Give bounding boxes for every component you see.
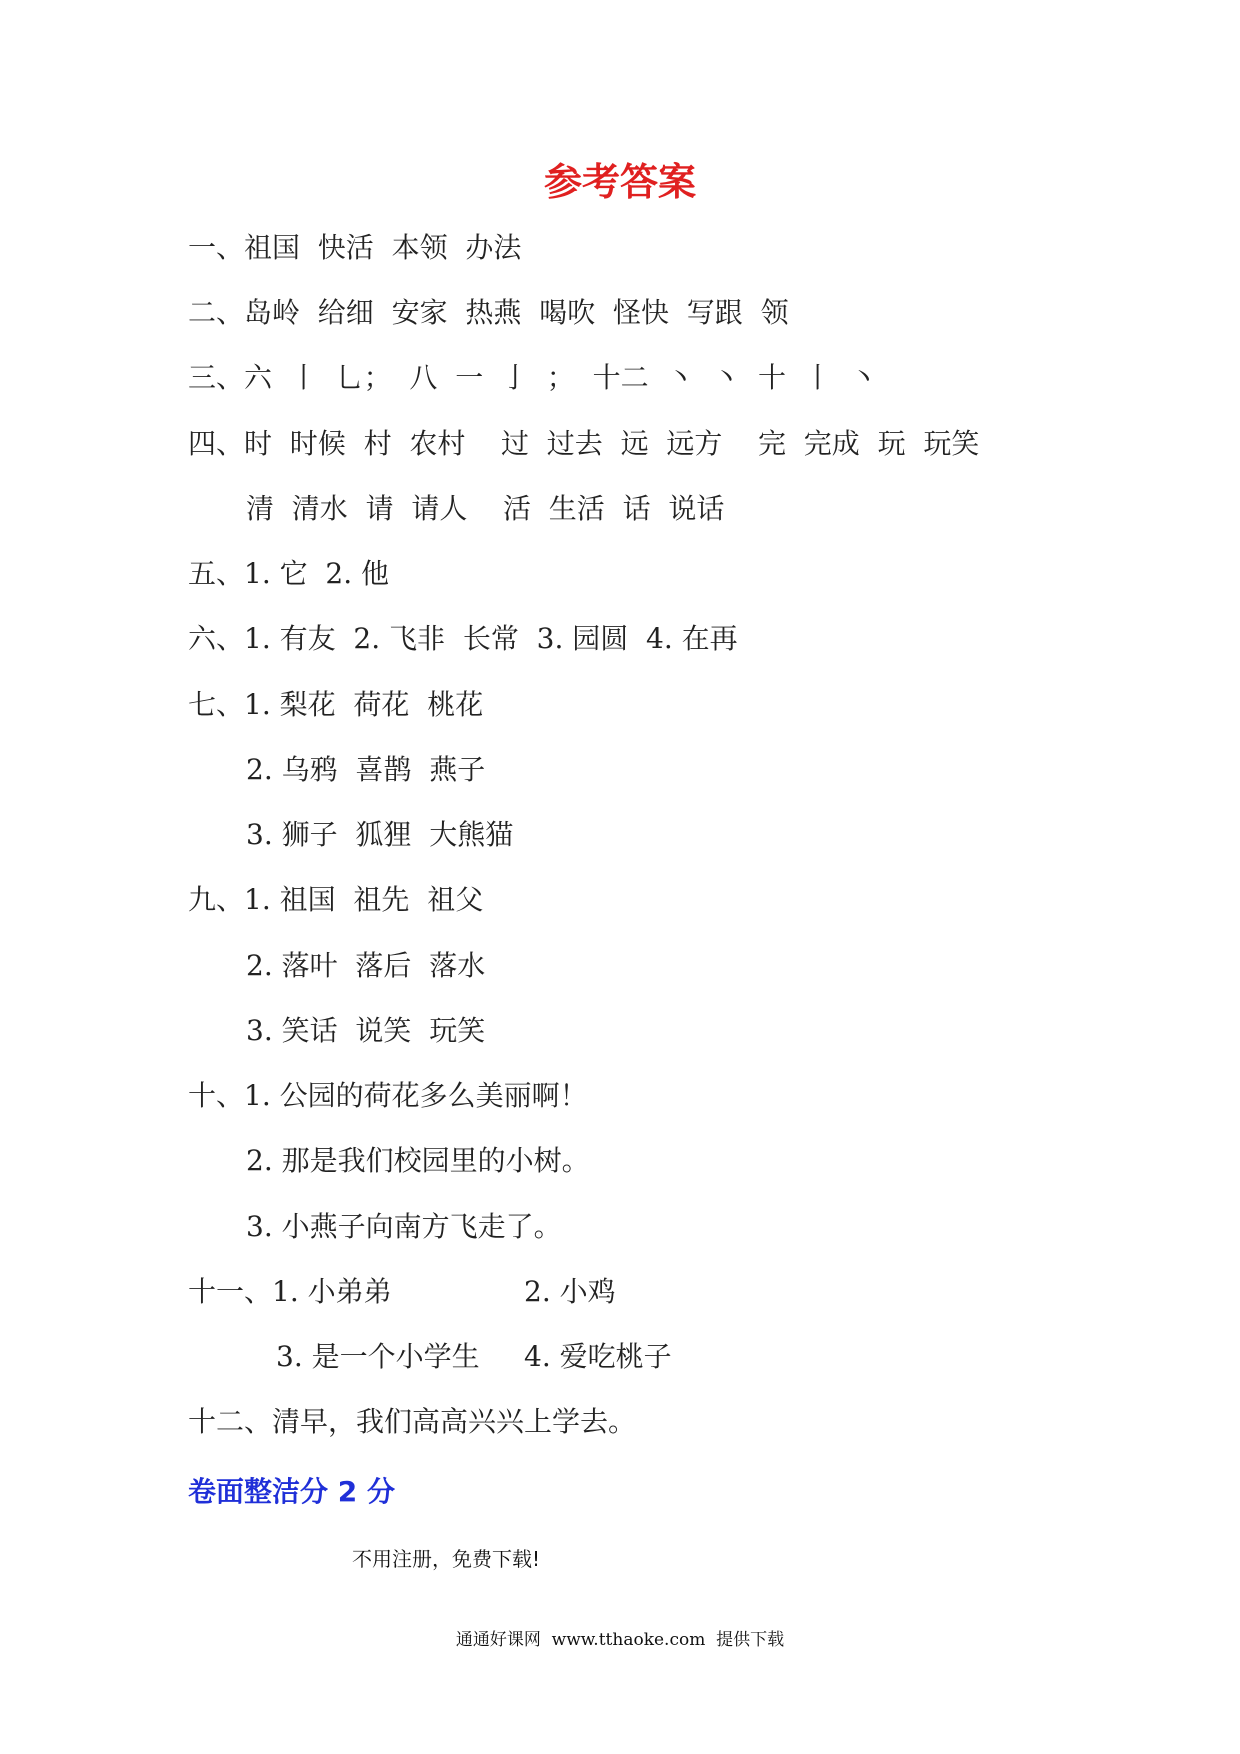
download-promo: 不用注册，免费下载!	[352, 1547, 541, 1571]
answer-section-9-line-3: 3. 笑话 说笑 玩笑	[246, 1014, 486, 1047]
footer-source: 通通好课网 www.tthaoke.com 提供下载	[455, 1630, 785, 1650]
answer-section-4-line-2: 清 清水 请 请人 活 生活 话 说话	[246, 492, 725, 525]
answer-section-10-line-3: 3. 小燕子向南方飞走了。	[246, 1210, 562, 1243]
answer-section-5: 五、1. 它 2. 他	[188, 557, 390, 590]
answer-section-11-item-2: 2. 小鸡	[524, 1275, 616, 1308]
answer-section-9: 九、1. 祖国 祖先 祖父	[188, 883, 484, 916]
answer-section-11-item-3: 3. 是一个小学生	[276, 1340, 480, 1373]
answer-section-3: 三、六 丨 乚； 八 一 亅 ； 十二 丶 丶 十 丨 丶	[188, 361, 878, 394]
answer-section-11-item-4: 4. 爱吃桃子	[524, 1340, 672, 1373]
answer-section-11: 十一、1. 小弟弟	[188, 1275, 392, 1308]
neatness-note: 卷面整洁分 2 分	[188, 1475, 395, 1508]
answer-section-4: 四、时 时候 村 农村 过 过去 远 远方 完 完成 玩 玩笑	[188, 427, 980, 460]
answer-section-2: 二、岛岭 给细 安家 热燕 喝吹 怪快 写跟 领	[188, 296, 789, 329]
answer-section-12: 十二、清早，我们高高兴兴上学去。	[188, 1405, 637, 1438]
answer-section-6: 六、1. 有友 2. 飞非 长常 3. 园圆 4. 在再	[188, 622, 738, 655]
answer-section-7: 七、1. 梨花 荷花 桃花	[188, 688, 484, 721]
answer-section-7-line-2: 2. 乌鸦 喜鹊 燕子	[246, 753, 486, 786]
answer-section-9-line-2: 2. 落叶 落后 落水	[246, 949, 486, 982]
page-title: 参考答案	[543, 160, 696, 204]
answer-section-1: 一、祖国 快活 本领 办法	[188, 231, 522, 264]
answer-section-10-line-2: 2. 那是我们校园里的小树。	[246, 1144, 590, 1177]
answer-section-7-line-3: 3. 狮子 狐狸 大熊猫	[246, 818, 514, 851]
answer-section-10: 十、1. 公园的荷花多么美丽啊！	[188, 1079, 588, 1112]
